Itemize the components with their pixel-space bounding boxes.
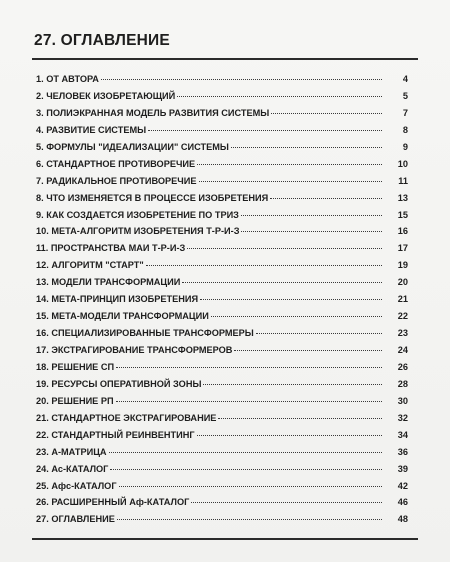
toc-entry-page: 15 [397,209,408,220]
table-of-contents [36,71,408,528]
toc-entry[interactable] [36,207,408,224]
toc-entry-page: 39 [397,463,408,474]
dot-leader [197,163,382,165]
toc-entry[interactable] [36,308,408,325]
dot-leader [182,281,382,283]
toc-entry-page: 13 [397,192,408,203]
dot-leader [200,298,382,300]
toc-entry-label: 18. РЕШЕНИЕ СП [36,361,115,372]
toc-entry-page: 34 [397,429,408,440]
toc-entry[interactable] [36,444,408,461]
toc-entry[interactable] [36,478,408,495]
page-title: 27. ОГЛАВЛЕНИЕ [34,32,170,49]
dot-leader [234,349,382,351]
dot-leader [109,451,382,453]
toc-entry-page: 9 [402,141,408,152]
toc-entry[interactable] [36,190,408,207]
toc-entry-page: 16 [397,226,408,237]
toc-entry[interactable] [36,257,408,274]
toc-entry-label: 7. РАДИКАЛЬНОЕ ПРОТИВОРЕЧИЕ [36,175,197,186]
toc-entry-page: 21 [397,294,408,305]
toc-entry-page: 20 [397,277,408,288]
bottom-rule [32,538,418,540]
toc-entry-page: 42 [397,480,408,491]
toc-entry[interactable] [36,105,408,122]
toc-entry-page: 19 [397,260,408,271]
toc-entry-label: 8. ЧТО ИЗМЕНЯЕТСЯ В ПРОЦЕССЕ ИЗОБРЕТЕНИЯ [36,192,269,203]
dot-leader [199,180,383,182]
toc-entry-label: 3. ПОЛИЭКРАННАЯ МОДЕЛЬ РАЗВИТИЯ СИСТЕМЫ [36,107,270,118]
dot-leader [117,518,382,520]
toc-entry[interactable] [36,376,408,393]
toc-entry-page: 17 [397,243,408,254]
title-underline [32,58,418,60]
dot-leader [148,129,382,131]
dot-leader [110,468,382,470]
toc-entry-label: 10. МЕТА-АЛГОРИТМ ИЗОБРЕТЕНИЯ Т-Р-И-З [36,226,240,237]
toc-entry-page: 5 [402,90,408,101]
toc-entry-label: 1. ОТ АВТОРА [36,74,99,84]
toc-entry[interactable] [36,342,408,359]
dot-leader [197,434,382,436]
toc-entry[interactable] [36,427,408,444]
toc-entry[interactable] [36,173,408,190]
toc-entry[interactable] [36,494,408,511]
toc-entry-page: 36 [397,446,408,457]
dot-leader [231,146,382,148]
toc-entry-label: 20. РЕШЕНИЕ РП [36,395,114,406]
toc-entry-page: 10 [397,158,408,169]
dot-leader [191,501,382,503]
toc-entry-page: 7 [402,107,408,118]
toc-entry-label: 22. СТАНДАРТНЫЙ РЕИНВЕНТИНГ [36,429,195,440]
toc-entry-label: 17. ЭКСТРАГИРОВАНИЕ ТРАНСФОРМЕРОВ [36,345,233,355]
toc-entry[interactable] [36,359,408,376]
toc-entry-label: 16. СПЕЦИАЛИЗИРОВАННЫЕ ТРАНСФОРМЕРЫ [36,328,254,339]
toc-entry-label: 23. А-МАТРИЦА [36,446,107,457]
toc-entry[interactable] [36,240,408,257]
toc-entry[interactable] [36,325,408,342]
toc-entry-page: 26 [397,361,408,372]
toc-entry[interactable] [36,88,408,105]
toc-entry-page: 4 [402,74,408,84]
toc-entry-page: 11 [398,175,408,186]
dot-leader [270,197,382,199]
toc-entry-label: 25. Афс-КАТАЛОГ [36,480,117,491]
toc-entry[interactable] [36,139,408,156]
toc-entry[interactable] [36,71,408,88]
toc-entry-page: 23 [397,328,408,339]
toc-entry-label: 24. Ас-КАТАЛОГ [36,463,109,474]
dot-leader [241,214,382,216]
toc-entry-label: 13. МОДЕЛИ ТРАНСФОРМАЦИИ [36,277,181,288]
dot-leader [211,315,382,317]
dot-leader [203,383,382,385]
toc-entry-page: 8 [402,124,408,135]
dot-leader [146,264,382,266]
dot-leader [177,95,382,97]
toc-entry-page: 22 [397,311,408,322]
toc-entry-label: 12. АЛГОРИТМ "СТАРТ" [36,260,144,271]
toc-entry[interactable] [36,410,408,427]
toc-entry-page: 30 [397,395,408,406]
toc-entry[interactable] [36,291,408,308]
toc-entry[interactable] [36,274,408,291]
toc-entry-page: 24 [397,345,408,355]
toc-entry-page: 48 [397,514,408,525]
toc-entry-label: 14. МЕТА-ПРИНЦИП ИЗОБРЕТЕНИЯ [36,294,199,305]
toc-entry-label: 11. ПРОСТРАНСТВА МАИ Т-Р-И-З [36,243,186,254]
dot-leader [218,417,382,419]
toc-entry[interactable] [36,461,408,478]
toc-entry-label: 27. ОГЛАВЛЕНИЕ [36,514,115,525]
toc-entry-label: 15. МЕТА-МОДЕЛИ ТРАНСФОРМАЦИИ [36,311,209,322]
toc-entry[interactable] [36,223,408,240]
toc-entry-page: 28 [397,378,408,389]
dot-leader [256,332,382,334]
toc-entry-page: 46 [397,497,408,508]
dot-leader [271,112,382,114]
toc-entry[interactable] [36,122,408,139]
toc-entry-label: 5. ФОРМУЛЫ "ИДЕАЛИЗАЦИИ" СИСТЕМЫ [36,141,229,152]
dot-leader [119,485,382,487]
dot-leader [241,230,382,232]
toc-entry-label: 21. СТАНДАРТНОЕ ЭКСТРАГИРОВАНИЕ [36,412,217,423]
toc-entry[interactable] [36,511,408,528]
dot-leader [116,366,382,368]
dot-leader [116,400,382,402]
dot-leader [101,78,382,80]
toc-entry-page: 32 [397,412,408,423]
toc-entry-label: 9. КАК СОЗДАЕТСЯ ИЗОБРЕТЕНИЕ ПО ТРИЗ [36,209,239,220]
dot-leader [187,247,382,249]
toc-entry-label: 19. РЕСУРСЫ ОПЕРАТИВНОЙ ЗОНЫ [36,378,202,389]
toc-entry-label: 4. РАЗВИТИЕ СИСТЕМЫ [36,124,147,135]
toc-entry[interactable] [36,156,408,173]
toc-entry-label: 26. РАСШИРЕННЫЙ Аф-КАТАЛОГ [36,497,190,508]
toc-entry-label: 2. ЧЕЛОВЕК ИЗОБРЕТАЮЩИЙ [36,90,176,101]
toc-entry-label: 6. СТАНДАРТНОЕ ПРОТИВОРЕЧИЕ [36,158,196,169]
toc-entry[interactable] [36,393,408,410]
